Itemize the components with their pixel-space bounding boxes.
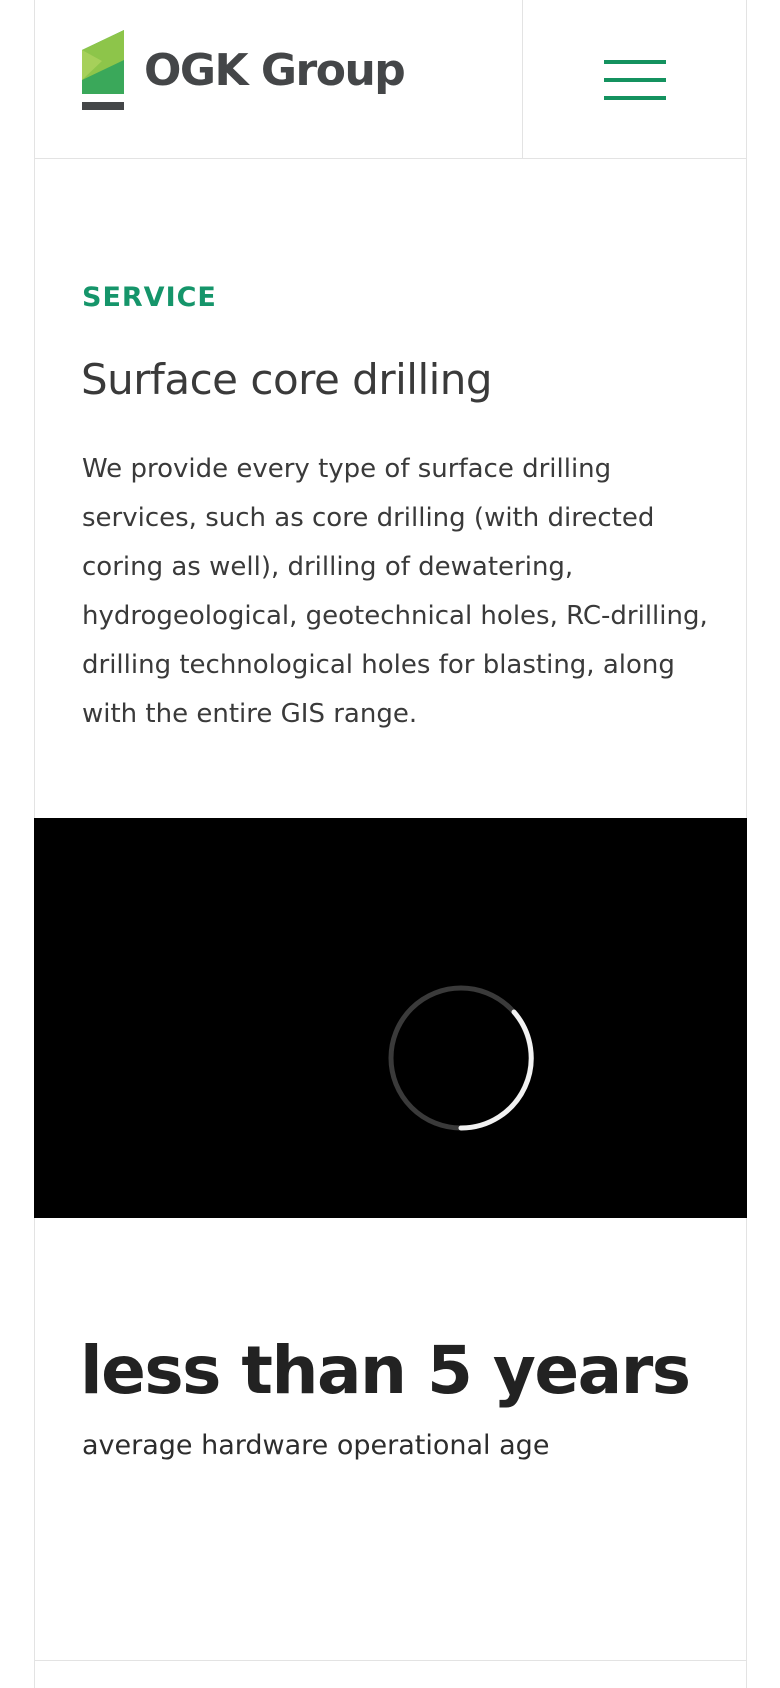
section-divider bbox=[34, 1660, 747, 1661]
menu-button[interactable] bbox=[522, 0, 747, 159]
logo-text: OGK Group bbox=[144, 44, 405, 96]
stat-value: less than 5 years bbox=[80, 1332, 690, 1409]
hamburger-menu-icon bbox=[604, 60, 666, 100]
section-description: We provide every type of surface drilling services, such as core drilling (with directed coring as well), drilling of dewatering, hydrogeological, geotechnical holes, RC-drilling, drilling technological holes for blasting, along with the entire GIS range. bbox=[82, 454, 708, 729]
section-kicker: SERVICE bbox=[82, 282, 217, 313]
stat-caption: average hardware operational age bbox=[82, 1430, 550, 1461]
ogk-logo-mark-icon bbox=[82, 30, 124, 110]
loading-spinner-icon bbox=[386, 983, 536, 1133]
logo-link[interactable] bbox=[82, 30, 404, 110]
site-header bbox=[34, 0, 747, 159]
video-player[interactable] bbox=[34, 818, 747, 1218]
section-title: Surface core drilling bbox=[81, 355, 493, 404]
